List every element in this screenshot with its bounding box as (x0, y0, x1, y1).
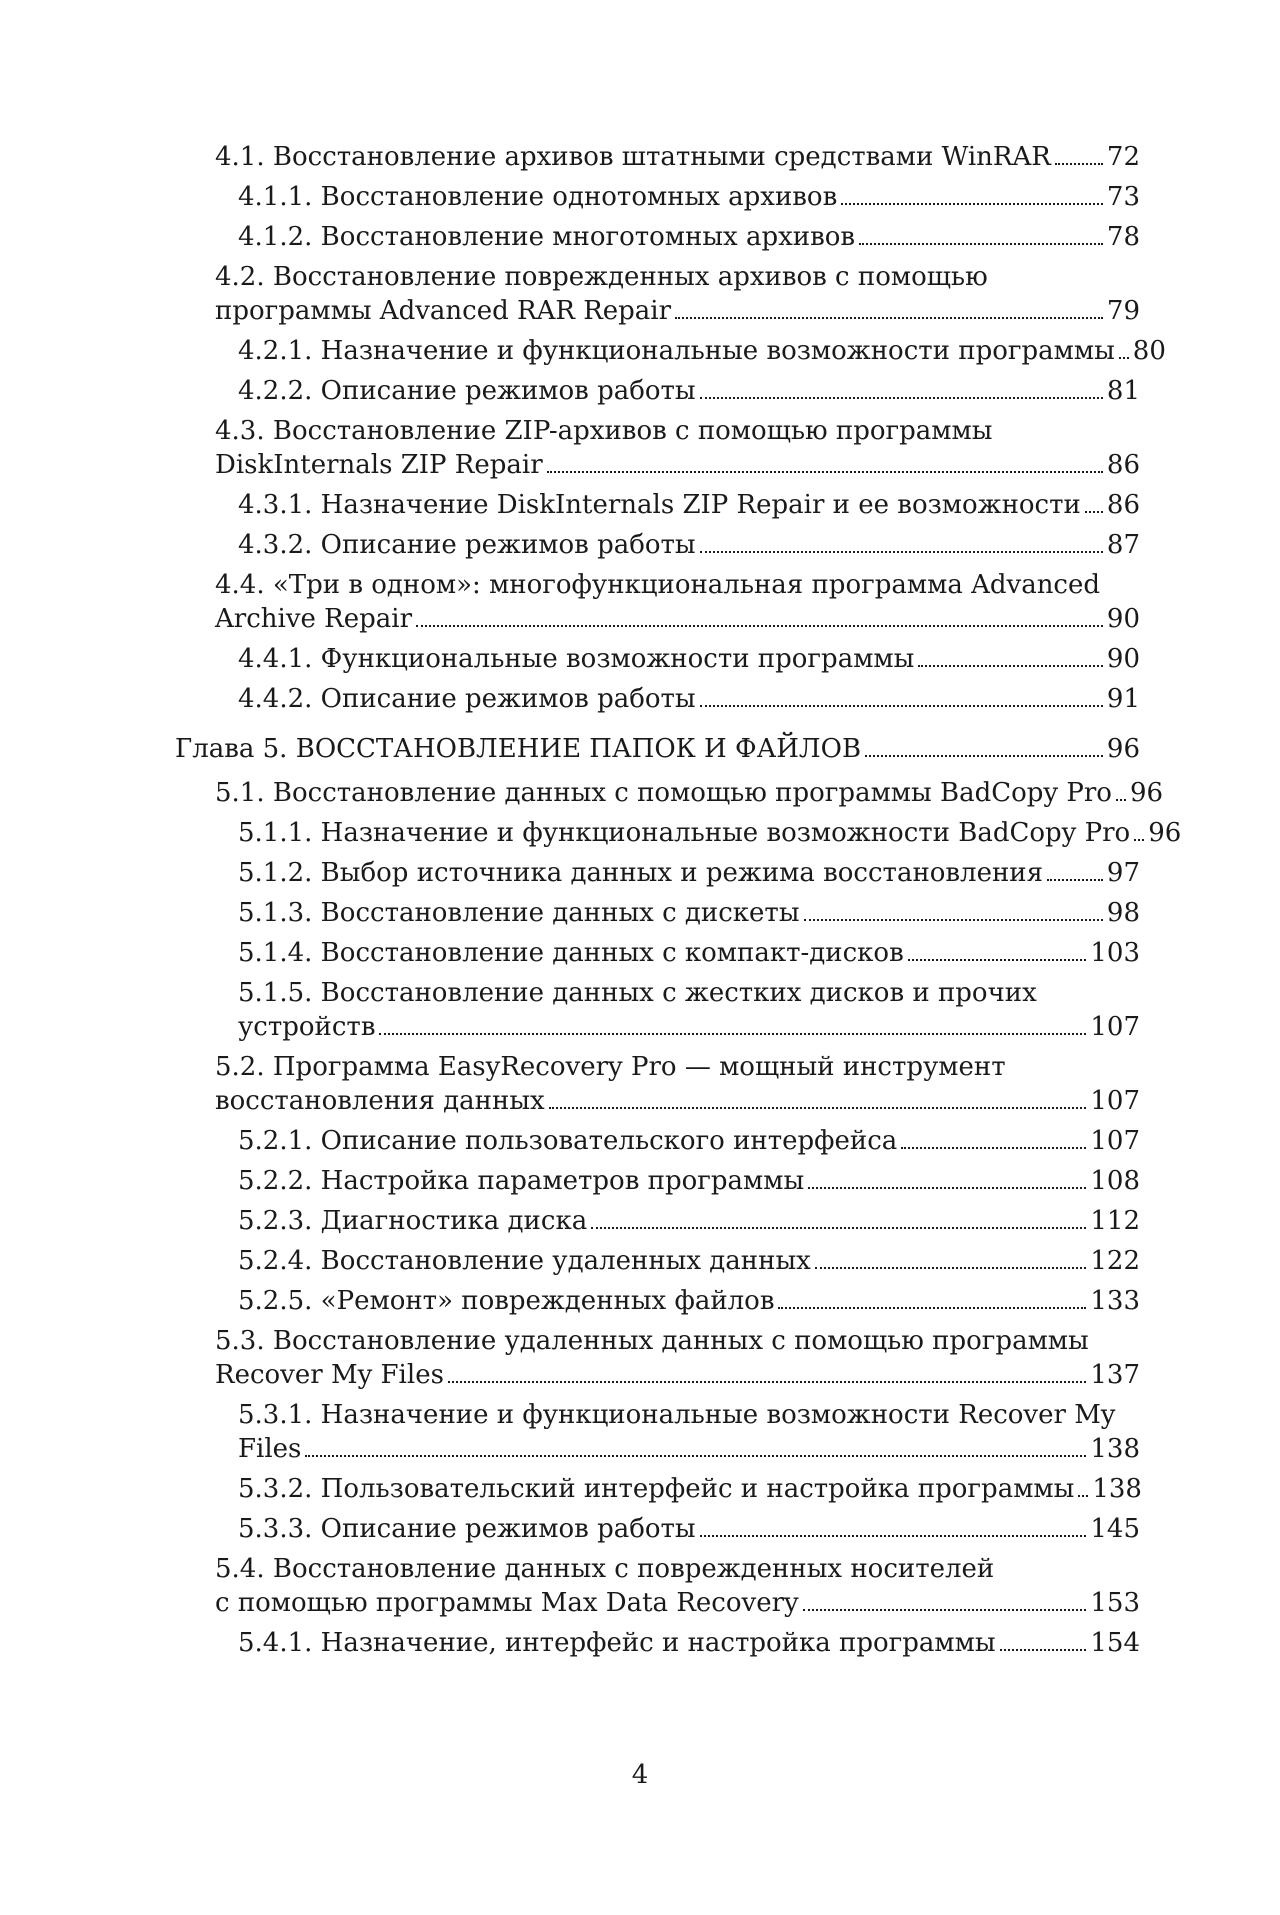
toc-entry-page: 107 (1090, 1086, 1140, 1116)
toc-line (238, 1432, 1140, 1466)
toc-entry-title: 5.2.5. «Ремонт» поврежденных файлов (238, 1286, 775, 1316)
toc-entry-page: 137 (1090, 1360, 1140, 1390)
dot-leader (1119, 357, 1129, 359)
page-number: 4 (631, 1760, 649, 1790)
toc-line-first (215, 260, 1140, 294)
toc-entry-page: 80 (1132, 336, 1166, 366)
toc-entry-title: 5.1.4. Восстановление данных с компакт-дисков (238, 938, 904, 968)
toc-line (238, 1284, 1140, 1318)
toc-entry-title: 5.1.1. Назначение и функциональные возможности BadCopy Pro (238, 818, 1131, 848)
toc-entry-page: 90 (1106, 604, 1140, 634)
dot-leader (778, 1307, 1086, 1309)
toc-line (238, 682, 1140, 716)
dot-leader (808, 1187, 1086, 1189)
toc-entry-title-line1: 4.3. Восстановление ZIP-архивов с помощью программы (215, 416, 993, 446)
toc-line (238, 642, 1140, 676)
toc-line (238, 1204, 1140, 1238)
toc-entry-title: 4.2.1. Назначение и функциональные возможности программы (238, 336, 1115, 366)
toc-entry-title: 5.4.1. Назначение, интерфейс и настройка программы (238, 1628, 996, 1658)
dot-leader (675, 317, 1103, 319)
toc-entry-page: 96 (1148, 818, 1182, 848)
dot-leader (416, 625, 1103, 627)
toc-entry-page: 153 (1090, 1588, 1140, 1618)
toc-entry-title: с помощью программы Max Data Recovery (215, 1588, 799, 1618)
toc-entry-page: 107 (1090, 1012, 1140, 1042)
toc-line-first (215, 1050, 1140, 1084)
toc-entry-title: восстановления данных (215, 1086, 545, 1116)
toc-line (238, 1244, 1140, 1278)
toc-entry-page: 96 (1106, 734, 1140, 764)
toc-line (238, 856, 1140, 890)
toc-line (238, 334, 1166, 368)
toc-entry-page: 97 (1106, 858, 1140, 888)
toc-line (238, 896, 1140, 930)
toc-entry-page: 72 (1106, 142, 1140, 172)
toc-line (238, 1010, 1140, 1044)
toc-entry-page: 103 (1090, 938, 1140, 968)
toc-line (215, 1358, 1140, 1392)
toc-line (215, 776, 1164, 810)
toc-line (215, 448, 1140, 482)
toc-entry-page: 138 (1090, 1434, 1140, 1464)
dot-leader (1047, 879, 1103, 881)
dot-leader (1134, 839, 1144, 841)
toc-entry-title: устройств (238, 1012, 376, 1042)
toc-entry-title: Archive Repair (215, 604, 413, 634)
toc-entry-page: 90 (1106, 644, 1140, 674)
toc-entry-title: 5.3.3. Описание режимов работы (238, 1514, 696, 1544)
toc-entry-title-line1: 5.1.5. Восстановление данных с жестких дисков и прочих (238, 978, 1037, 1008)
dot-leader (918, 665, 1103, 667)
toc-entry-page: 98 (1106, 898, 1140, 928)
dot-leader (700, 551, 1103, 553)
toc-line (238, 220, 1140, 254)
toc-line (215, 1084, 1140, 1118)
toc-entry-title: 5.3.2. Пользовательский интерфейс и настройка программы (238, 1474, 1075, 1504)
dot-leader (700, 397, 1103, 399)
dot-leader (859, 243, 1103, 245)
toc-entry-page: 96 (1129, 778, 1164, 808)
toc-line (215, 140, 1140, 174)
toc-entry-page: 133 (1090, 1286, 1140, 1316)
toc-entry-page: 112 (1090, 1206, 1140, 1236)
toc-entry-title-line1: 4.4. «Три в одном»: многофункциональная программа Advanced (215, 570, 1101, 600)
toc-entry-title: 5.1.3. Восстановление данных с дискеты (238, 898, 800, 928)
toc-entry-title: Глава 5. ВОССТАНОВЛЕНИЕ ПАПОК И ФАЙЛОВ (175, 734, 862, 764)
dot-leader (841, 203, 1103, 205)
toc-line-first (215, 1552, 1140, 1586)
toc-entry-page: 81 (1106, 376, 1140, 406)
toc-entry-title: 4.1.2. Восстановление многотомных архивов (238, 222, 856, 252)
toc-entry-title: 4.4.1. Функциональные возможности программы (238, 644, 915, 674)
toc-entry-page: 86 (1106, 490, 1140, 520)
dot-leader (549, 1107, 1087, 1109)
toc-line (238, 180, 1140, 214)
dot-leader (700, 705, 1103, 707)
toc-line (238, 1512, 1140, 1546)
toc-entry-title: 5.2.3. Диагностика диска (238, 1206, 588, 1236)
toc-line (215, 294, 1140, 328)
dot-leader (1085, 511, 1103, 513)
toc-entry-title: Files (238, 1434, 302, 1464)
dot-leader (815, 1267, 1087, 1269)
toc-line (215, 1586, 1140, 1620)
toc-line (238, 528, 1140, 562)
toc-entry-page: 86 (1106, 450, 1140, 480)
toc-entry-title-line1: 5.2. Программа EasyRecovery Pro — мощный инструмент (215, 1052, 1006, 1082)
toc-entry-page: 78 (1106, 222, 1140, 252)
toc-entry-page: 91 (1106, 684, 1140, 714)
toc-entry-page: 138 (1092, 1474, 1142, 1504)
toc-entry-title: 4.2.2. Описание режимов работы (238, 376, 696, 406)
toc-entry-page: 73 (1106, 182, 1140, 212)
toc-entry-title: 5.2.2. Настройка параметров программы (238, 1166, 805, 1196)
toc-entry-page: 145 (1090, 1514, 1140, 1544)
toc-line (238, 1472, 1140, 1506)
toc-entry-title: 5.2.4. Восстановление удаленных данных (238, 1246, 811, 1276)
toc-entry-title: 4.1.1. Восстановление однотомных архивов (238, 182, 838, 212)
toc-entry-title: 5.2.1. Описание пользовательского интерфейса (238, 1126, 898, 1156)
toc-line (215, 602, 1140, 636)
dot-leader (1078, 1495, 1088, 1497)
dot-leader (379, 1033, 1086, 1035)
toc-line (238, 374, 1140, 408)
toc-entry-title-line1: 5.4. Восстановление данных с поврежденных носителей (215, 1554, 995, 1584)
dot-leader (1000, 1649, 1087, 1651)
dot-leader (1055, 163, 1103, 165)
dot-leader (591, 1227, 1086, 1229)
toc-entry-page: 108 (1090, 1166, 1140, 1196)
dot-leader (908, 959, 1087, 961)
toc-entry-page: 154 (1090, 1628, 1140, 1658)
toc-entry-title: программы Advanced RAR Repair (215, 296, 672, 326)
toc-entry-page: 107 (1090, 1126, 1140, 1156)
dot-leader (700, 1535, 1087, 1537)
dot-leader (1116, 799, 1126, 801)
toc-line (238, 1164, 1140, 1198)
toc-entry-title: 5.1. Восстановление данных с помощью программы BadCopy Pro (215, 778, 1112, 808)
dot-leader (305, 1455, 1086, 1457)
toc-line (238, 1626, 1140, 1660)
toc-line (175, 732, 1140, 766)
toc-line (238, 1124, 1140, 1158)
dot-leader (901, 1147, 1086, 1149)
toc-line-first (215, 1324, 1140, 1358)
toc-line-first (215, 568, 1140, 602)
toc-line-first (238, 976, 1140, 1010)
toc-line (238, 936, 1140, 970)
dot-leader (865, 755, 1103, 757)
toc-entry-title: DiskInternals ZIP Repair (215, 450, 543, 480)
toc-entry-title: 5.1.2. Выбор источника данных и режима восстановления (238, 858, 1044, 888)
toc-entry-page: 79 (1106, 296, 1140, 326)
toc-line (238, 816, 1182, 850)
dot-leader (547, 471, 1103, 473)
toc-entry-title-line1: 5.3.1. Назначение и функциональные возможности Recover My (238, 1400, 1116, 1430)
toc-entry-title: 4.3.2. Описание режимов работы (238, 530, 696, 560)
toc-entry-title: 4.1. Восстановление архивов штатными средствами WinRAR (215, 142, 1051, 172)
dot-leader (803, 1609, 1087, 1611)
toc-entry-title: 4.3.1. Назначение DiskInternals ZIP Repair и ее возможности (238, 490, 1081, 520)
dot-leader (448, 1381, 1086, 1383)
toc-entry-page: 122 (1090, 1246, 1140, 1276)
toc-entry-title: 4.4.2. Описание режимов работы (238, 684, 696, 714)
toc-line-first (215, 414, 1140, 448)
toc-entry-title: Recover My Files (215, 1360, 444, 1390)
toc-line (238, 488, 1140, 522)
toc-entry-title-line1: 5.3. Восстановление удаленных данных с помощью программы (215, 1326, 1089, 1356)
toc-entry-title-line1: 4.2. Восстановление поврежденных архивов с помощью (215, 262, 988, 292)
dot-leader (804, 919, 1103, 921)
toc-line-first (238, 1398, 1140, 1432)
toc-entry-page: 87 (1106, 530, 1140, 560)
